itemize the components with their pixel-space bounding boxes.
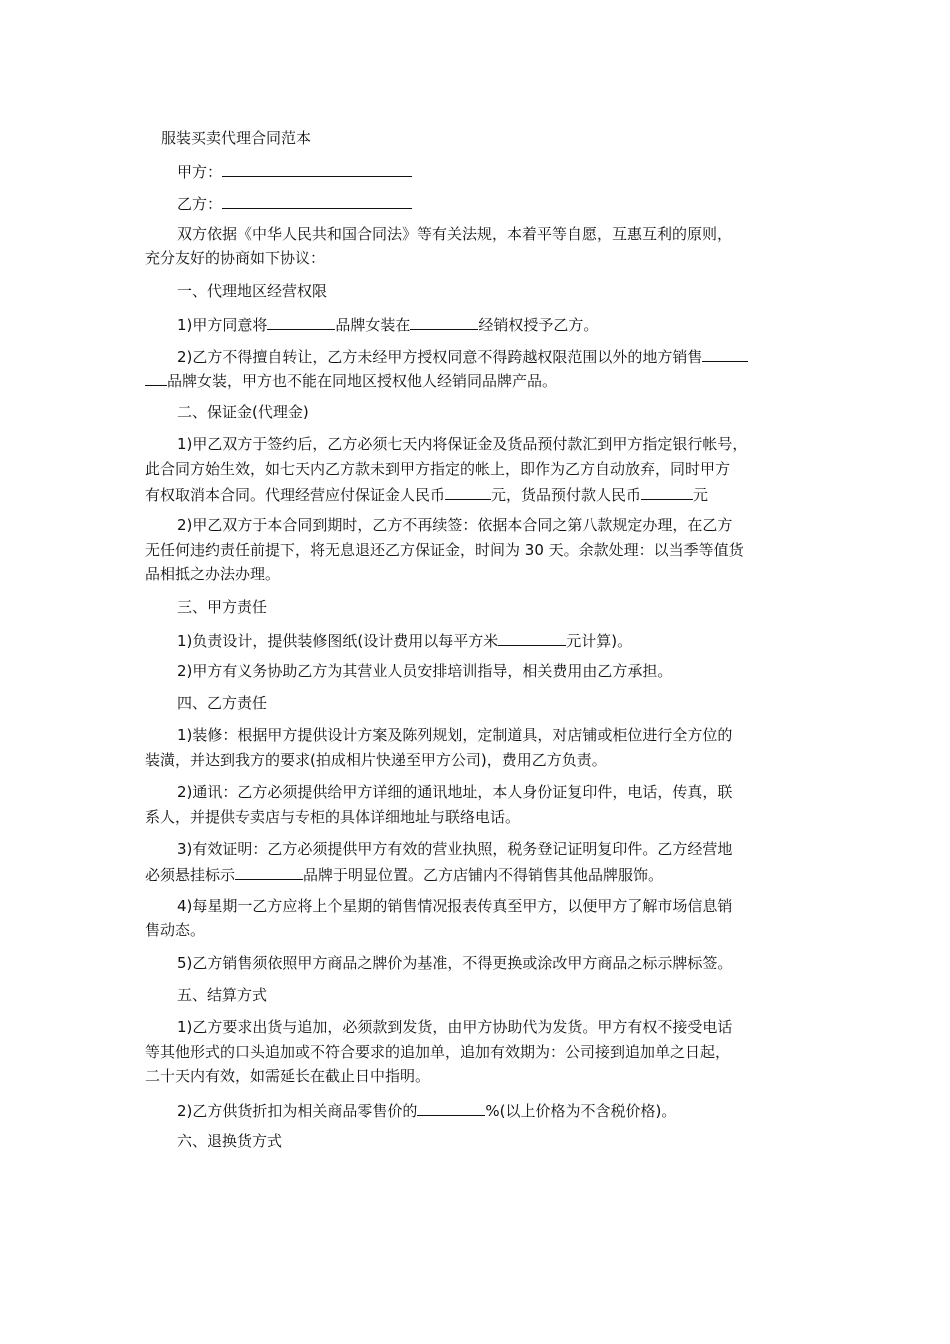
s2-clause-2-line: 品相抵之办法办理。 <box>145 565 281 583</box>
section-1-heading: 一、代理地区经营权限 <box>177 282 328 300</box>
discount-rate-blank[interactable] <box>417 1100 485 1116</box>
s5-clause-1-line: 等其他形式的口头追加或不符合要求的追加单，追加有效期为：公司接到追加单之日起， <box>145 1043 731 1061</box>
text-segment: 经销权授予乙方。 <box>478 316 599 334</box>
s4-clause-4-line: 售动态。 <box>145 921 206 939</box>
text-segment: 元计算)。 <box>566 632 633 650</box>
s4-clause-2-line: 系人，并提供专卖店与专柜的具体详细地址与联络电话。 <box>145 808 521 826</box>
section-6-heading: 六、退换货方式 <box>177 1132 283 1150</box>
party-b-line <box>177 193 847 214</box>
s4-clause-1-line: 1)装修：根据甲方提供设计方案及陈列规划，定制道具，对店铺或柜位进行全方位的 <box>177 726 733 744</box>
text-segment: %(以上价格为不含税价格)。 <box>485 1102 677 1120</box>
section-3-heading: 三、甲方责任 <box>177 598 268 616</box>
text-segment: 品牌女装，甲方也不能在同地区授权他人经销同品牌产品。 <box>167 372 558 390</box>
text-segment: 1)甲方同意将 <box>177 316 268 334</box>
s1-clause-2 <box>177 346 847 367</box>
s1-clause-1 <box>177 314 847 335</box>
s4-clause-3-line <box>145 864 815 885</box>
text-segment: 元 <box>693 486 709 504</box>
s4-clause-5: 5)乙方销售须依照甲方商品之牌价为基准，不得更换或涂改甲方商品之标示牌标签。 <box>177 954 733 972</box>
section-4-heading: 四、乙方责任 <box>177 694 268 712</box>
s4-clause-2-line: 2)通讯：乙方必须提供给甲方详细的通讯地址，本人身份证复印件，电话，传真，联 <box>177 783 733 801</box>
s3-clause-2: 2)甲方有义务协助乙方为其营业人员安排培训指导，相关费用由乙方承担。 <box>177 662 673 680</box>
s5-clause-1-line: 1)乙方要求出货与追加，必须款到发货，由甲方协助代为发货。甲方有权不接受电话 <box>177 1018 733 1036</box>
s5-clause-2 <box>177 1100 847 1121</box>
party-a-label: 甲方： <box>177 163 223 181</box>
party-a-blank[interactable] <box>222 161 412 177</box>
section-2-heading: 二、保证金(代理金) <box>177 403 309 421</box>
text-segment: 2)乙方供货折扣为相关商品零售价的 <box>177 1102 418 1120</box>
text-segment: 2)乙方不得擅自转让，乙方未经甲方授权同意不得跨越权限范围以外的地方销售 <box>177 348 703 366</box>
text-segment: 有权取消本合同。代理经营应付保证金人民币 <box>145 486 446 504</box>
text-segment: 元，货品预付款人民币 <box>491 486 642 504</box>
s2-clause-1-line: 此合同方始生效，如七天内乙方款未到甲方指定的帐上，即作为乙方自动放弃，同时甲方 <box>145 460 731 478</box>
s2-clause-2-line: 2)甲乙双方于本合同到期时，乙方不再续签：依据本合同之第八款规定办理，在乙方 <box>177 516 733 534</box>
deposit-amount-blank[interactable] <box>445 484 491 500</box>
party-a-line <box>177 161 847 182</box>
sign-brand-blank[interactable] <box>235 864 303 880</box>
text-segment: 品牌于明显位置。乙方店铺内不得销售其他品牌服饰。 <box>303 866 664 884</box>
s5-clause-1-line: 二十天内有效，如需延长在截止日中指明。 <box>145 1067 431 1085</box>
s2-clause-1-line <box>145 484 815 505</box>
document-title: 服装买卖代理合同范本 <box>161 129 312 147</box>
text-segment: 1)负责设计，提供装修图纸(设计费用以每平方米 <box>177 632 499 650</box>
preamble-line: 双方依据《中华人民共和国合同法》等有关法规，本着平等自愿，互惠互利的原则， <box>177 225 733 243</box>
area-blank-cont[interactable] <box>145 370 167 386</box>
text-segment: 品牌女装在 <box>335 316 411 334</box>
s2-clause-1-line: 1)甲乙双方于签约后，乙方必须七天内将保证金及货品预付款汇到甲方指定银行帐号， <box>177 435 748 453</box>
s3-clause-1 <box>177 630 847 651</box>
s1-clause-2-cont <box>145 370 815 391</box>
text-segment: 必须悬挂标示 <box>145 866 236 884</box>
prepayment-amount-blank[interactable] <box>641 484 693 500</box>
s4-clause-4-line: 4)每星期一乙方应将上个星期的销售情况报表传真至甲方，以便甲方了解市场信息销 <box>177 897 733 915</box>
region-blank[interactable] <box>410 314 478 330</box>
s4-clause-3-line: 3)有效证明：乙方必须提供甲方有效的营业执照，税务登记证明复印件。乙方经营地 <box>177 840 733 858</box>
s2-clause-2-line: 无任何违约责任前提下，将无息退还乙方保证金，时间为 30 天。余款处理：以当季等值货 <box>145 541 744 559</box>
area-blank[interactable] <box>702 346 748 362</box>
preamble-line: 充分友好的协商如下协议： <box>145 249 326 267</box>
section-5-heading: 五、结算方式 <box>177 986 268 1004</box>
brand-blank[interactable] <box>267 314 335 330</box>
party-b-label: 乙方： <box>177 195 223 213</box>
s4-clause-1-line: 装潢，并达到我方的要求(拍成相片快递至甲方公司)，费用乙方负责。 <box>145 751 607 769</box>
party-b-blank[interactable] <box>222 193 412 209</box>
design-fee-blank[interactable] <box>498 630 566 646</box>
